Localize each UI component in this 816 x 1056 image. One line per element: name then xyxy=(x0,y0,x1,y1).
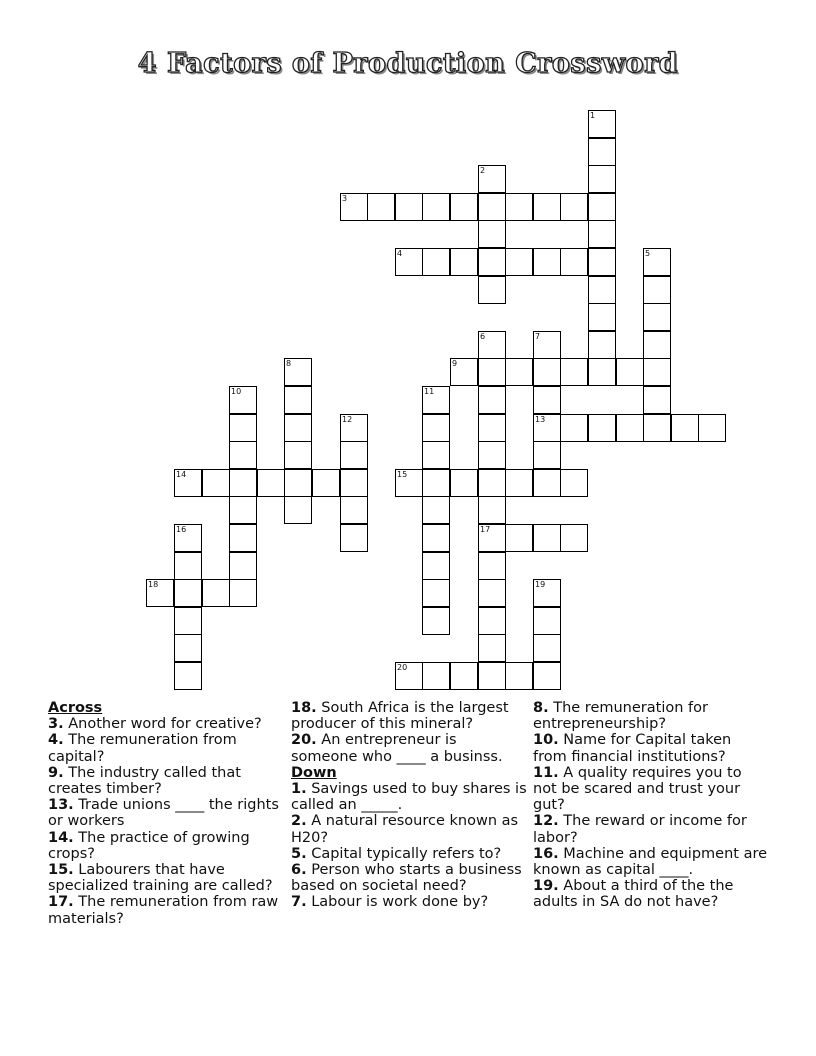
clue-number: 18. xyxy=(291,700,317,716)
clue-text: The industry called that creates timber? xyxy=(48,764,241,798)
grid-cell[interactable] xyxy=(340,524,368,552)
grid-cell[interactable] xyxy=(146,579,174,607)
grid-cell[interactable] xyxy=(698,414,726,442)
grid-cell[interactable] xyxy=(229,386,257,414)
clue-number: 18 xyxy=(148,580,159,589)
grid-cell[interactable] xyxy=(533,414,561,442)
grid-cell[interactable] xyxy=(229,441,257,469)
grid-cell[interactable] xyxy=(284,441,312,469)
grid-cell[interactable] xyxy=(478,386,506,414)
grid-cell[interactable] xyxy=(312,469,340,497)
clue-number: 20. xyxy=(291,732,317,749)
clue-list xyxy=(291,700,527,765)
clue-number: 15 xyxy=(397,470,408,479)
grid-cell[interactable] xyxy=(478,358,506,386)
grid-cell[interactable] xyxy=(478,552,506,580)
clue-text: Trade unions ____ the rights or workers xyxy=(48,797,279,830)
clue-number: 5 xyxy=(645,249,651,258)
clue-text: Capital typically refers to? xyxy=(306,845,502,862)
grid-cell[interactable] xyxy=(588,303,616,331)
grid-cell[interactable] xyxy=(588,248,616,276)
grid-cell[interactable] xyxy=(340,414,368,442)
clue-text: A natural resource known as H20? xyxy=(291,813,519,846)
across-clue xyxy=(48,862,284,894)
grid-cell[interactable] xyxy=(229,524,257,552)
grid-cell[interactable] xyxy=(284,469,312,497)
clue-number: 16. xyxy=(533,845,559,862)
clue-text: Machine and equipment are known as capital ____. xyxy=(533,845,768,879)
clue-number: 5. xyxy=(291,845,307,862)
clue-text: Savings used to buy shares is called an _____. xyxy=(291,781,527,814)
grid-cell[interactable] xyxy=(478,414,506,442)
grid-cell[interactable] xyxy=(422,579,450,607)
clue-number: 12 xyxy=(342,415,353,424)
down-clue xyxy=(291,781,527,813)
grid-cell[interactable] xyxy=(560,524,588,552)
across-clue xyxy=(291,700,527,732)
grid-cell[interactable] xyxy=(643,386,671,414)
across-clue xyxy=(48,732,284,764)
grid-cell[interactable] xyxy=(478,469,506,497)
clue-number: 3. xyxy=(48,716,64,733)
clue-text: Person who starts a business based on societal need? xyxy=(291,862,522,895)
clue-number: 8. xyxy=(533,700,549,716)
grid-cell[interactable] xyxy=(202,579,230,607)
grid-cell[interactable] xyxy=(533,331,561,359)
grid-cell[interactable] xyxy=(588,331,616,359)
grid-cell[interactable] xyxy=(671,414,699,442)
grid-cell[interactable] xyxy=(505,469,533,497)
down-clue xyxy=(291,846,527,862)
grid-cell[interactable] xyxy=(533,248,561,276)
grid-cell[interactable] xyxy=(422,414,450,442)
grid-cell[interactable] xyxy=(478,248,506,276)
clue-list xyxy=(291,781,527,911)
grid-cell[interactable] xyxy=(478,193,506,221)
down-clue xyxy=(533,700,769,732)
grid-cell[interactable] xyxy=(560,358,588,386)
grid-cell[interactable] xyxy=(229,552,257,580)
across-clue xyxy=(48,894,284,926)
grid-cell[interactable] xyxy=(340,496,368,524)
grid-cell[interactable] xyxy=(616,414,644,442)
across-clue xyxy=(48,716,284,732)
clue-text: The reward or income for labor? xyxy=(533,813,747,846)
grid-cell[interactable] xyxy=(643,303,671,331)
clue-number: 11 xyxy=(424,387,435,396)
grid-cell[interactable] xyxy=(478,276,506,304)
grid-cell[interactable] xyxy=(284,358,312,386)
grid-cell[interactable] xyxy=(616,358,644,386)
clue-text: The remuneration from capital? xyxy=(48,732,237,765)
grid-cell[interactable] xyxy=(478,634,506,662)
grid-cell[interactable] xyxy=(588,138,616,166)
grid-cell[interactable] xyxy=(478,441,506,469)
grid-cell[interactable] xyxy=(229,469,257,497)
grid-cell[interactable] xyxy=(505,193,533,221)
clue-list xyxy=(48,716,284,927)
grid-cell[interactable] xyxy=(478,579,506,607)
grid-cell[interactable] xyxy=(533,634,561,662)
grid-cell[interactable] xyxy=(533,524,561,552)
grid-cell[interactable] xyxy=(478,496,506,524)
grid-cell[interactable] xyxy=(284,386,312,414)
grid-cell[interactable] xyxy=(174,579,202,607)
clue-number: 7 xyxy=(535,332,541,341)
grid-cell[interactable] xyxy=(533,193,561,221)
grid-cell[interactable] xyxy=(229,414,257,442)
grid-cell[interactable] xyxy=(422,607,450,635)
grid-cell[interactable] xyxy=(395,662,423,690)
grid-cell[interactable] xyxy=(284,414,312,442)
clue-number: 10 xyxy=(231,387,242,396)
clue-text: Name for Capital taken from financial institutions? xyxy=(533,732,732,765)
grid-cell[interactable] xyxy=(478,220,506,248)
clue-number: 17 xyxy=(480,525,491,534)
clues-column-1 xyxy=(48,700,284,927)
across-clue xyxy=(48,797,284,829)
across-clue xyxy=(291,732,527,764)
grid-cell[interactable] xyxy=(505,662,533,690)
down-clue xyxy=(291,813,527,845)
grid-cell[interactable] xyxy=(588,220,616,248)
clues-column-3 xyxy=(533,700,769,911)
down-clue xyxy=(533,846,769,878)
grid-cell[interactable] xyxy=(560,193,588,221)
clue-number: 13. xyxy=(48,797,74,814)
grid-cell[interactable] xyxy=(284,496,312,524)
clue-text: An entrepreneur is someone who ____ a businss. xyxy=(291,732,503,765)
grid-cell[interactable] xyxy=(422,248,450,276)
grid-cell[interactable] xyxy=(257,469,285,497)
clue-number: 2. xyxy=(291,813,307,830)
clue-number: 12. xyxy=(533,813,559,830)
grid-cell[interactable] xyxy=(340,469,368,497)
clues-column-2 xyxy=(291,700,527,911)
grid-cell[interactable] xyxy=(174,662,202,690)
clue-number: 4. xyxy=(48,732,64,749)
grid-cell[interactable] xyxy=(422,662,450,690)
grid-cell[interactable] xyxy=(422,441,450,469)
grid-cell[interactable] xyxy=(174,607,202,635)
clue-number: 20 xyxy=(397,663,408,672)
down-clue xyxy=(533,813,769,845)
grid-cell[interactable] xyxy=(202,469,230,497)
down-clue xyxy=(533,732,769,764)
grid-cell[interactable] xyxy=(450,469,478,497)
across-heading: Across xyxy=(48,700,103,716)
grid-cell[interactable] xyxy=(422,552,450,580)
across-clue xyxy=(48,765,284,797)
grid-cell[interactable] xyxy=(588,414,616,442)
grid-cell[interactable] xyxy=(450,193,478,221)
clue-number: 3 xyxy=(342,194,348,203)
clue-number: 4 xyxy=(397,249,403,258)
clue-number: 6. xyxy=(291,862,307,879)
clue-number: 1 xyxy=(590,111,596,120)
grid-cell[interactable] xyxy=(643,358,671,386)
grid-cell[interactable] xyxy=(340,193,368,221)
clue-number: 6 xyxy=(480,332,486,341)
grid-cell[interactable] xyxy=(533,358,561,386)
grid-cell[interactable] xyxy=(560,469,588,497)
grid-cell[interactable] xyxy=(229,579,257,607)
grid-cell[interactable] xyxy=(422,193,450,221)
grid-cell[interactable] xyxy=(478,607,506,635)
grid-cell[interactable] xyxy=(560,248,588,276)
clue-text: South Africa is the largest producer of this mineral? xyxy=(291,700,509,733)
clue-text: A quality requires you to not be scared and trust your gut? xyxy=(533,764,742,814)
clue-number: 14. xyxy=(48,829,74,846)
clue-number: 17. xyxy=(48,894,74,911)
grid-cell[interactable] xyxy=(533,607,561,635)
grid-cell[interactable] xyxy=(533,469,561,497)
grid-cell[interactable] xyxy=(450,358,478,386)
grid-cell[interactable] xyxy=(533,662,561,690)
across-clue xyxy=(48,830,284,862)
clue-text: The practice of growing crops? xyxy=(48,829,250,862)
clue-number: 8 xyxy=(286,359,292,368)
grid-cell[interactable] xyxy=(533,441,561,469)
clue-text: About a third of the the adults in SA do not have? xyxy=(533,878,734,911)
down-clue xyxy=(291,894,527,910)
clue-text: The remuneration for entrepreneurship? xyxy=(533,700,708,733)
grid-cell[interactable] xyxy=(643,276,671,304)
clue-number: 15. xyxy=(48,862,74,879)
grid-cell[interactable] xyxy=(450,662,478,690)
clue-number: 10. xyxy=(533,732,559,749)
grid-cell[interactable] xyxy=(229,496,257,524)
grid-cell[interactable] xyxy=(174,524,202,552)
down-clue xyxy=(291,862,527,894)
down-clue xyxy=(533,878,769,910)
clue-number: 9 xyxy=(452,359,458,368)
clue-text: Labourers that have specialized training are called? xyxy=(48,862,273,895)
grid-cell[interactable] xyxy=(643,414,671,442)
grid-cell[interactable] xyxy=(174,634,202,662)
clue-number: 9. xyxy=(48,764,64,781)
grid-cell[interactable] xyxy=(533,386,561,414)
clue-number: 7. xyxy=(291,894,307,911)
grid-cell[interactable] xyxy=(422,386,450,414)
clue-number: 16 xyxy=(176,525,187,534)
grid-cell[interactable] xyxy=(340,441,368,469)
grid-cell[interactable] xyxy=(588,110,616,138)
grid-cell[interactable] xyxy=(395,193,423,221)
grid-cell[interactable] xyxy=(395,469,423,497)
grid-cell[interactable] xyxy=(478,524,506,552)
grid-cell[interactable] xyxy=(588,193,616,221)
grid-cell[interactable] xyxy=(422,524,450,552)
down-heading: Down xyxy=(291,764,337,781)
grid-cell[interactable] xyxy=(450,248,478,276)
clue-number: 2 xyxy=(480,166,486,175)
grid-cell[interactable] xyxy=(505,248,533,276)
clue-number: 14 xyxy=(176,470,187,479)
grid-cell[interactable] xyxy=(505,358,533,386)
clue-number: 19. xyxy=(533,878,559,895)
clue-number: 13 xyxy=(535,415,546,424)
grid-cell[interactable] xyxy=(588,276,616,304)
down-clue xyxy=(533,765,769,814)
grid-cell[interactable] xyxy=(588,358,616,386)
grid-cell[interactable] xyxy=(505,524,533,552)
clue-number: 19 xyxy=(535,580,546,589)
grid-cell[interactable] xyxy=(422,496,450,524)
grid-cell[interactable] xyxy=(533,579,561,607)
clue-number: 11. xyxy=(533,764,559,781)
grid-cell[interactable] xyxy=(395,248,423,276)
clue-list xyxy=(533,700,769,911)
clue-text: The remuneration from raw materials? xyxy=(48,894,279,927)
grid-cell[interactable] xyxy=(643,331,671,359)
clue-number: 1. xyxy=(291,781,307,798)
grid-cell[interactable] xyxy=(174,469,202,497)
grid-cell[interactable] xyxy=(174,552,202,580)
clue-text: Another word for creative? xyxy=(63,716,262,733)
grid-cell[interactable] xyxy=(643,248,671,276)
clue-text: Labour is work done by? xyxy=(306,894,489,911)
grid-cell[interactable] xyxy=(560,414,588,442)
grid-cell[interactable] xyxy=(367,193,395,221)
page-title: 4 Factors of Production Crossword xyxy=(137,48,679,79)
grid-cell[interactable] xyxy=(478,331,506,359)
grid-cell[interactable] xyxy=(422,469,450,497)
grid-cell[interactable] xyxy=(478,165,506,193)
grid-cell[interactable] xyxy=(588,165,616,193)
grid-cell[interactable] xyxy=(478,662,506,690)
